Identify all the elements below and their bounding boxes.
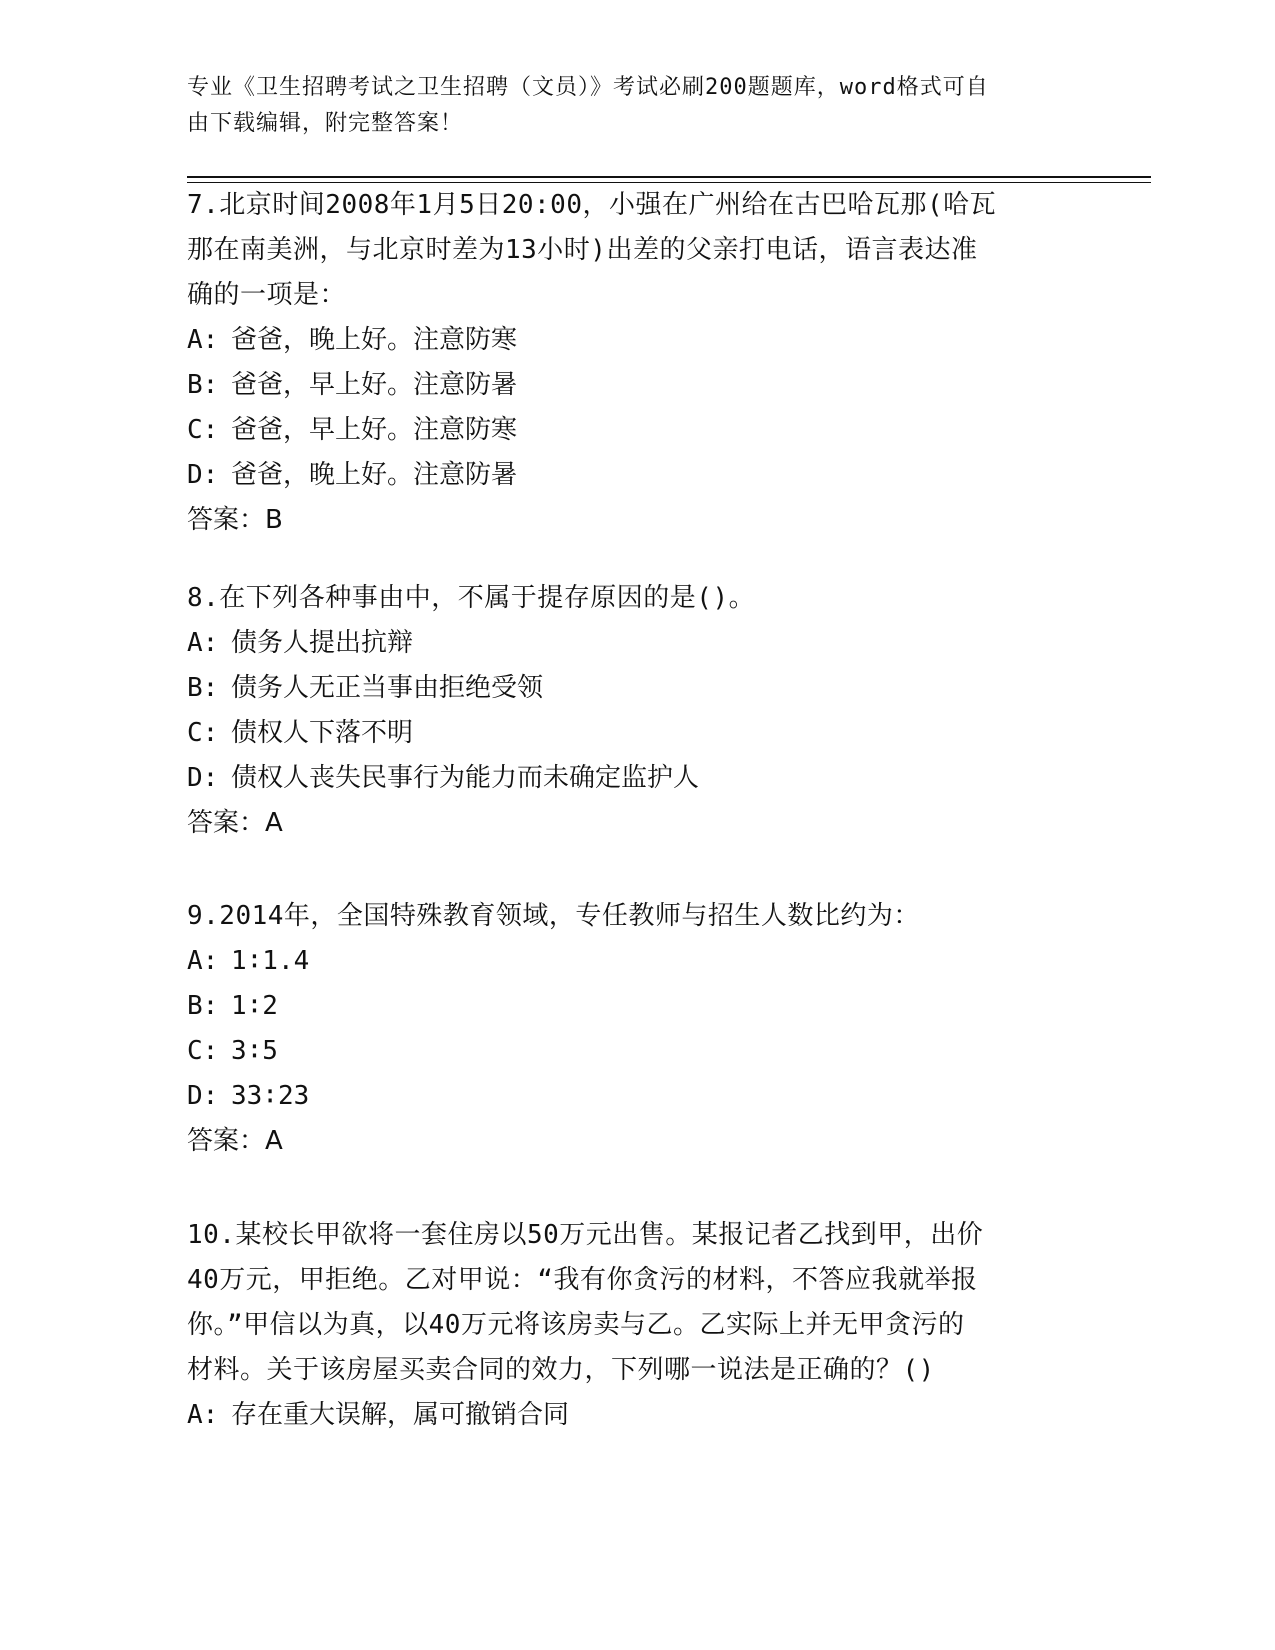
option-letter: D: — [187, 763, 219, 793]
option-letter: A: — [187, 1400, 219, 1430]
option-letter: C: — [187, 718, 219, 748]
option-letter: D: — [187, 1081, 219, 1111]
option-c — [187, 711, 1087, 756]
option-d — [187, 756, 1087, 801]
header-line-1: 专业《卫生招聘考试之卫生招聘（文员）》考试必刷200题题库，word格式可自 — [187, 75, 989, 100]
answer-line: 答案：B — [187, 505, 283, 535]
option-letter: B: — [187, 673, 219, 703]
option-letter: B: — [187, 991, 219, 1021]
option-text: 33∶23 — [231, 1081, 310, 1111]
option-a — [187, 318, 1087, 363]
option-letter: B: — [187, 370, 219, 400]
question-stem-line: 材料。关于该房屋买卖合同的效力，下列哪一说法是正确的？() — [187, 1355, 935, 1385]
answer-line: 答案：A — [187, 1126, 283, 1156]
option-letter: D: — [187, 460, 219, 490]
question-stem-line: 8.在下列各种事由中，不属于提存原因的是()。 — [187, 583, 756, 613]
option-letter: C: — [187, 1036, 219, 1066]
option-letter: A: — [187, 946, 219, 976]
option-c — [187, 408, 1087, 453]
option-text: 爸爸，早上好。注意防寒 — [231, 415, 518, 445]
question-stem-line: 你。”甲信以为真，以40万元将该房卖与乙。乙实际上并无甲贪污的 — [187, 1310, 965, 1340]
question-stem-line: 确的一项是： — [187, 280, 347, 310]
option-text: 债权人丧失民事行为能力而未确定监护人 — [231, 763, 700, 793]
option-a — [187, 939, 1087, 984]
option-b — [187, 984, 1087, 1029]
option-text: 债务人无正当事由拒绝受领 — [231, 673, 544, 703]
option-text: 债务人提出抗辩 — [231, 628, 414, 658]
question-stem-line: 那在南美洲，与北京时差为13小时)出差的父亲打电话，语言表达准 — [187, 235, 978, 265]
question-9 — [187, 894, 1087, 1164]
option-text: 爸爸，晚上好。注意防寒 — [231, 325, 518, 355]
option-a — [187, 621, 1087, 666]
question-8 — [187, 576, 1087, 846]
answer-line: 答案：A — [187, 808, 283, 838]
question-stem-line: 40万元，甲拒绝。乙对甲说：“我有你贪污的材料，不答应我就举报 — [187, 1265, 978, 1295]
option-b — [187, 666, 1087, 711]
question-stem-line: 9.2014年，全国特殊教育领域，专任教师与招生人数比约为： — [187, 901, 920, 931]
option-text: 债权人下落不明 — [231, 718, 414, 748]
option-b — [187, 363, 1087, 408]
option-text: 1∶1.4 — [231, 946, 310, 976]
option-d — [187, 453, 1087, 498]
option-text: 爸爸，晚上好。注意防暑 — [231, 460, 518, 490]
document-header — [187, 70, 1087, 142]
option-text: 3∶5 — [231, 1036, 278, 1066]
option-text: 爸爸，早上好。注意防暑 — [231, 370, 518, 400]
option-letter: C: — [187, 415, 219, 445]
option-letter: A: — [187, 628, 219, 658]
question-stem-line: 10.某校长甲欲将一套住房以50万元出售。某报记者乙找到甲，出价 — [187, 1220, 984, 1250]
question-10 — [187, 1213, 1087, 1438]
option-c — [187, 1029, 1087, 1074]
question-7 — [187, 183, 1087, 543]
option-d — [187, 1074, 1087, 1119]
question-stem-line: 7.北京时间2008年1月5日20:00，小强在广州给在古巴哈瓦那(哈瓦 — [187, 190, 997, 220]
header-divider-thick — [187, 176, 1151, 178]
option-letter: A: — [187, 325, 219, 355]
option-text: 1∶2 — [231, 991, 278, 1021]
option-a — [187, 1393, 1087, 1438]
header-line-2: 由下载编辑，附完整答案！ — [187, 111, 464, 136]
option-text: 存在重大误解，属可撤销合同 — [231, 1400, 570, 1430]
